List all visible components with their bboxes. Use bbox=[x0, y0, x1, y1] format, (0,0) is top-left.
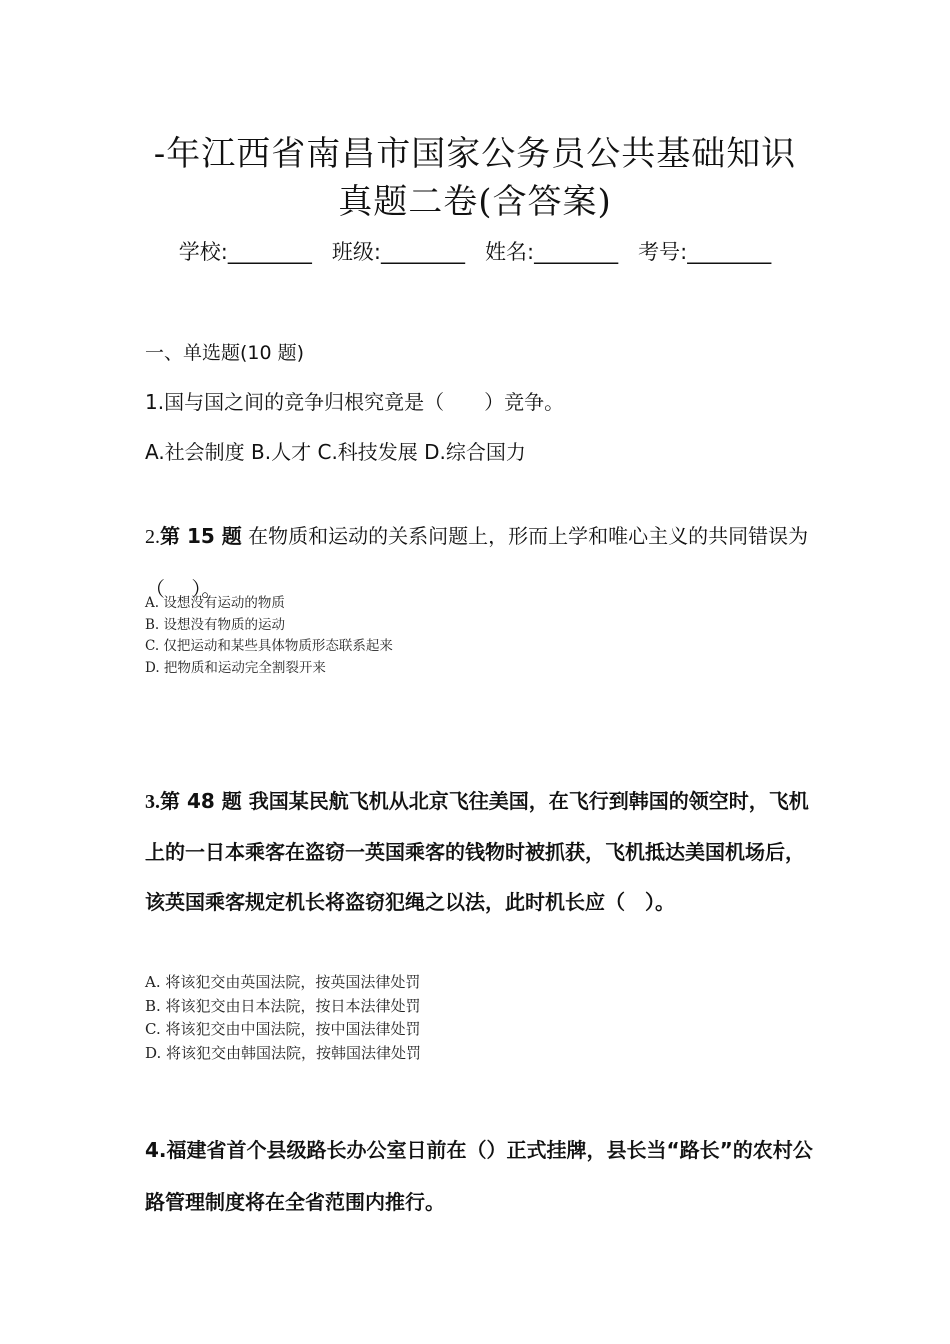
option-c: C. 仅把运动和某些具体物质形态联系起来 bbox=[145, 638, 393, 654]
option-c: C. 将该犯交由中国法院，按中国法律处罚 bbox=[145, 1020, 421, 1038]
option-b: B. 将该犯交由日本法院，按日本法律处罚 bbox=[145, 996, 421, 1015]
question-3-options bbox=[145, 971, 421, 1065]
question-1-stem: 1.国与国之间的竞争归根究竟是（ ）竞争。 bbox=[145, 390, 565, 414]
question-4-stem: 4.福建省首个县级路长办公室日前在（）正式挂牌，县长当“路长”的农村公路管理制度将在全省范围内推行。 bbox=[145, 1138, 813, 1214]
question-2-options bbox=[145, 593, 393, 679]
option-a: A. 将该犯交由英国法院，按英国法律处罚 bbox=[145, 973, 421, 991]
option-a: A. 设想没有运动的物质 bbox=[145, 595, 285, 611]
question-3-number: 3. bbox=[145, 791, 160, 813]
question-2-number: 2. bbox=[145, 526, 160, 548]
section-heading: 一、单选题(10 题) bbox=[145, 342, 305, 364]
exam-number-field: 考号:________ bbox=[638, 240, 772, 264]
school-field: 学校:________ bbox=[178, 240, 312, 264]
student-info-row bbox=[0, 236, 950, 266]
question-2-label: 第 15 题 bbox=[160, 524, 242, 548]
document-title-line1: -年江西省南昌市国家公务员公共基础知识 bbox=[153, 134, 797, 174]
question-2-stem: 在物质和运动的关系问题上，形而上学和唯心主义的共同错误为（ ）。 bbox=[145, 524, 809, 601]
question-3-label: 第 48 题 bbox=[160, 789, 242, 813]
class-field: 班级:________ bbox=[331, 240, 465, 264]
question-1-options: A.社会制度 B.人才 C.科技发展 D.综合国力 bbox=[145, 440, 526, 464]
name-field: 姓名:________ bbox=[485, 240, 619, 264]
option-d: D. 将该犯交由韩国法院，按韩国法律处罚 bbox=[145, 1043, 422, 1062]
question-3-stem: 我国某民航飞机从北京飞往美国，在飞行到韩国的领空时，飞机上的一日本乘客在盗窃一英国乘客的钱物时被抓获，飞机抵达美国机场后，该英国乘客规定机长将盗窃犯绳之以法，此时机长应（ ）。 bbox=[145, 789, 809, 914]
document-title-line2: 真题二卷(含答案) bbox=[338, 182, 612, 222]
option-d: D. 把物质和运动完全割裂开来 bbox=[145, 659, 326, 676]
option-b: B. 设想没有物质的运动 bbox=[145, 616, 286, 633]
question-3 bbox=[145, 776, 815, 927]
